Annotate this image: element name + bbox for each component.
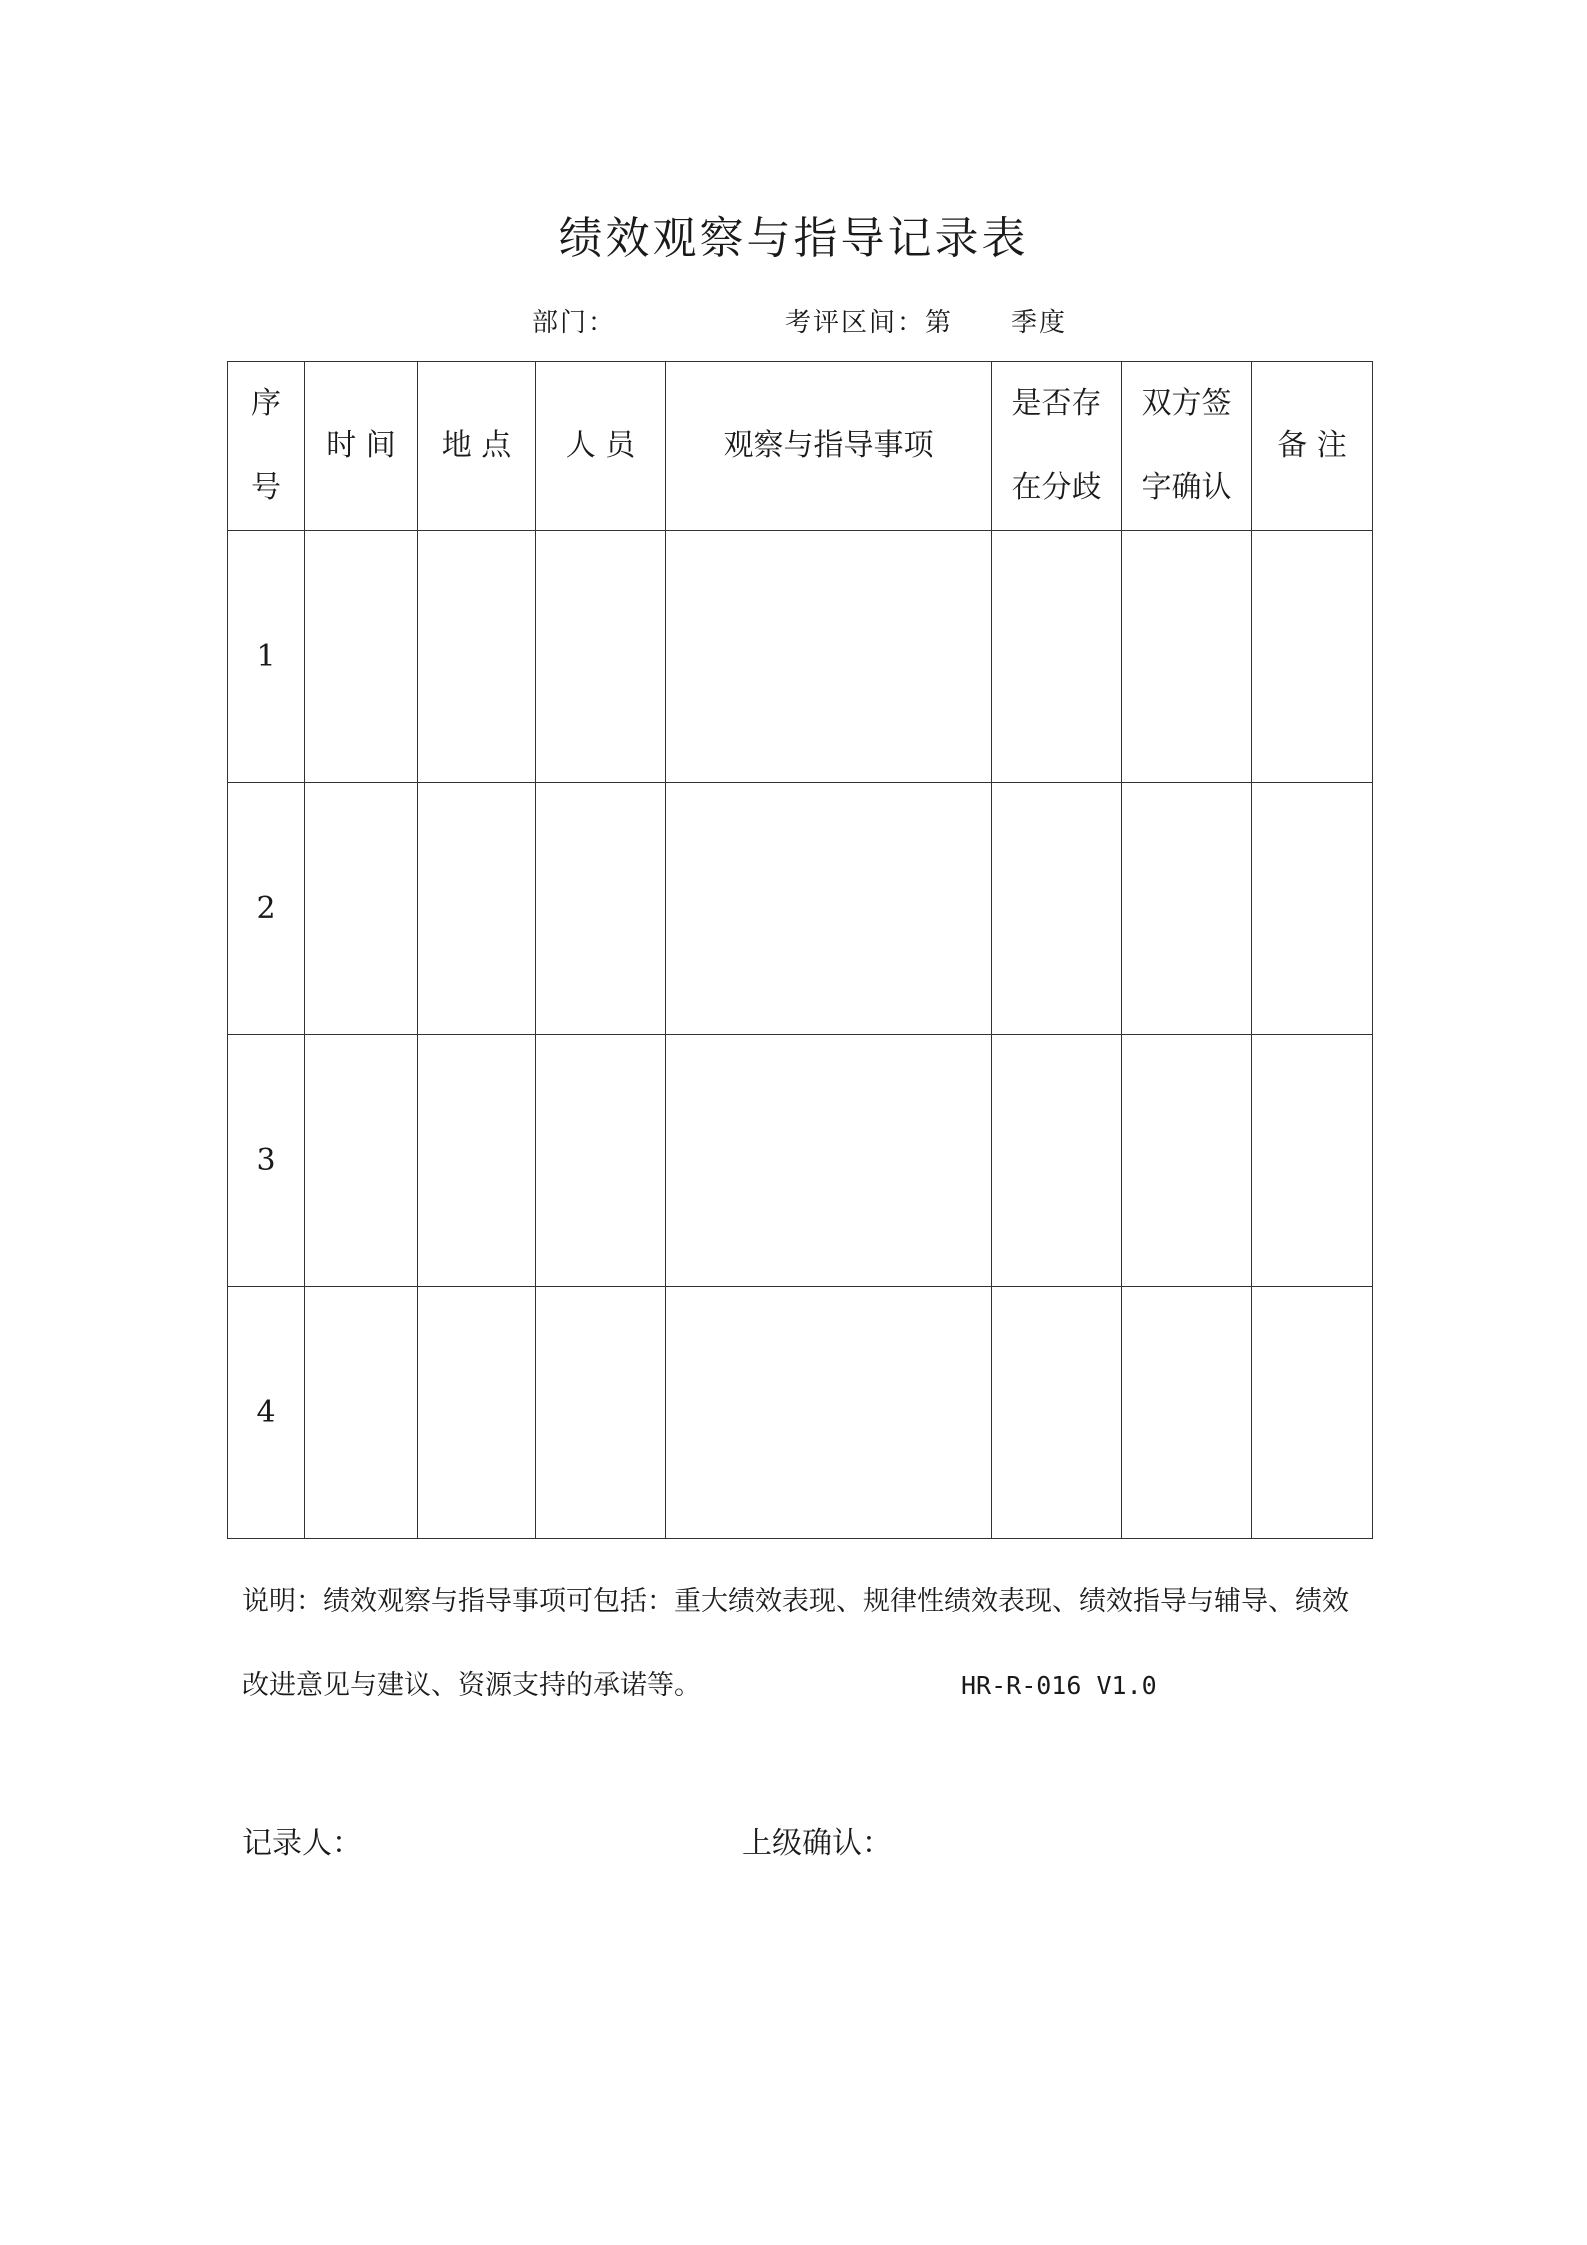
- cell-personnel[interactable]: [536, 1287, 666, 1539]
- cell-dispute[interactable]: [992, 783, 1122, 1035]
- header-dispute-line2: 在分歧: [1011, 470, 1102, 505]
- row-seq: 2: [228, 783, 305, 1035]
- cell-remarks[interactable]: [1252, 1287, 1373, 1539]
- cell-dispute[interactable]: [992, 1287, 1122, 1539]
- period-suffix: 季度: [1011, 308, 1068, 338]
- form-code: HR-R-016 V1.0: [961, 1671, 1157, 1700]
- cell-sign[interactable]: [1122, 1287, 1252, 1539]
- cell-items[interactable]: [666, 1035, 992, 1287]
- table-row: [228, 531, 1373, 783]
- header-sign: [1122, 362, 1252, 531]
- cell-dispute[interactable]: [992, 531, 1122, 783]
- cell-items[interactable]: [666, 531, 992, 783]
- period-field: [785, 302, 1067, 339]
- record-table: [227, 361, 1373, 1539]
- table-header-row: [228, 362, 1373, 531]
- header-dispute-line1: 是否存: [1011, 386, 1102, 421]
- page-title: 绩效观察与指导记录表: [558, 213, 1029, 264]
- cell-sign[interactable]: [1122, 783, 1252, 1035]
- header-seq: [228, 362, 305, 531]
- header-sign-line2: 字确认: [1141, 470, 1232, 505]
- explanation-note: [242, 1560, 1372, 1728]
- cell-time[interactable]: [305, 531, 418, 783]
- cell-place[interactable]: [418, 1287, 536, 1539]
- superior-confirm-label: 上级确认：: [742, 1826, 892, 1861]
- department-label: 部门：: [532, 308, 617, 338]
- cell-personnel[interactable]: [536, 1035, 666, 1287]
- row-seq: 3: [228, 1035, 305, 1287]
- header-sign-line1: 双方签: [1141, 386, 1232, 421]
- cell-sign[interactable]: [1122, 531, 1252, 783]
- recorder-label: 记录人：: [242, 1826, 362, 1861]
- table-row: [228, 1035, 1373, 1287]
- row-seq: 1: [228, 531, 305, 783]
- header-place: 地 点: [418, 362, 536, 531]
- header-time: 时 间: [305, 362, 418, 531]
- cell-time[interactable]: [305, 783, 418, 1035]
- cell-items[interactable]: [666, 783, 992, 1035]
- cell-remarks[interactable]: [1252, 783, 1373, 1035]
- header-dispute: [992, 362, 1122, 531]
- cell-personnel[interactable]: [536, 783, 666, 1035]
- cell-dispute[interactable]: [992, 1035, 1122, 1287]
- cell-sign[interactable]: [1122, 1035, 1252, 1287]
- header-personnel: 人 员: [536, 362, 666, 531]
- period-label: 考评区间：第: [785, 308, 954, 338]
- row-seq: 4: [228, 1287, 305, 1539]
- cell-place[interactable]: [418, 531, 536, 783]
- cell-time[interactable]: [305, 1035, 418, 1287]
- cell-place[interactable]: [418, 783, 536, 1035]
- table-row: [228, 1287, 1373, 1539]
- table-row: [228, 783, 1373, 1035]
- header-remarks: 备 注: [1252, 362, 1373, 531]
- note-text: 说明：绩效观察与指导事项可包括：重大绩效表现、规律性绩效表现、绩效指导与辅导、绩效改进意见与建议、资源支持的承诺等。: [242, 1586, 1349, 1701]
- cell-time[interactable]: [305, 1287, 418, 1539]
- cell-personnel[interactable]: [536, 531, 666, 783]
- header-seq-line1: 序: [251, 386, 281, 421]
- header-items: 观察与指导事项: [666, 362, 992, 531]
- cell-remarks[interactable]: [1252, 531, 1373, 783]
- cell-remarks[interactable]: [1252, 1035, 1373, 1287]
- cell-place[interactable]: [418, 1035, 536, 1287]
- cell-items[interactable]: [666, 1287, 992, 1539]
- header-seq-line2: 号: [251, 470, 281, 505]
